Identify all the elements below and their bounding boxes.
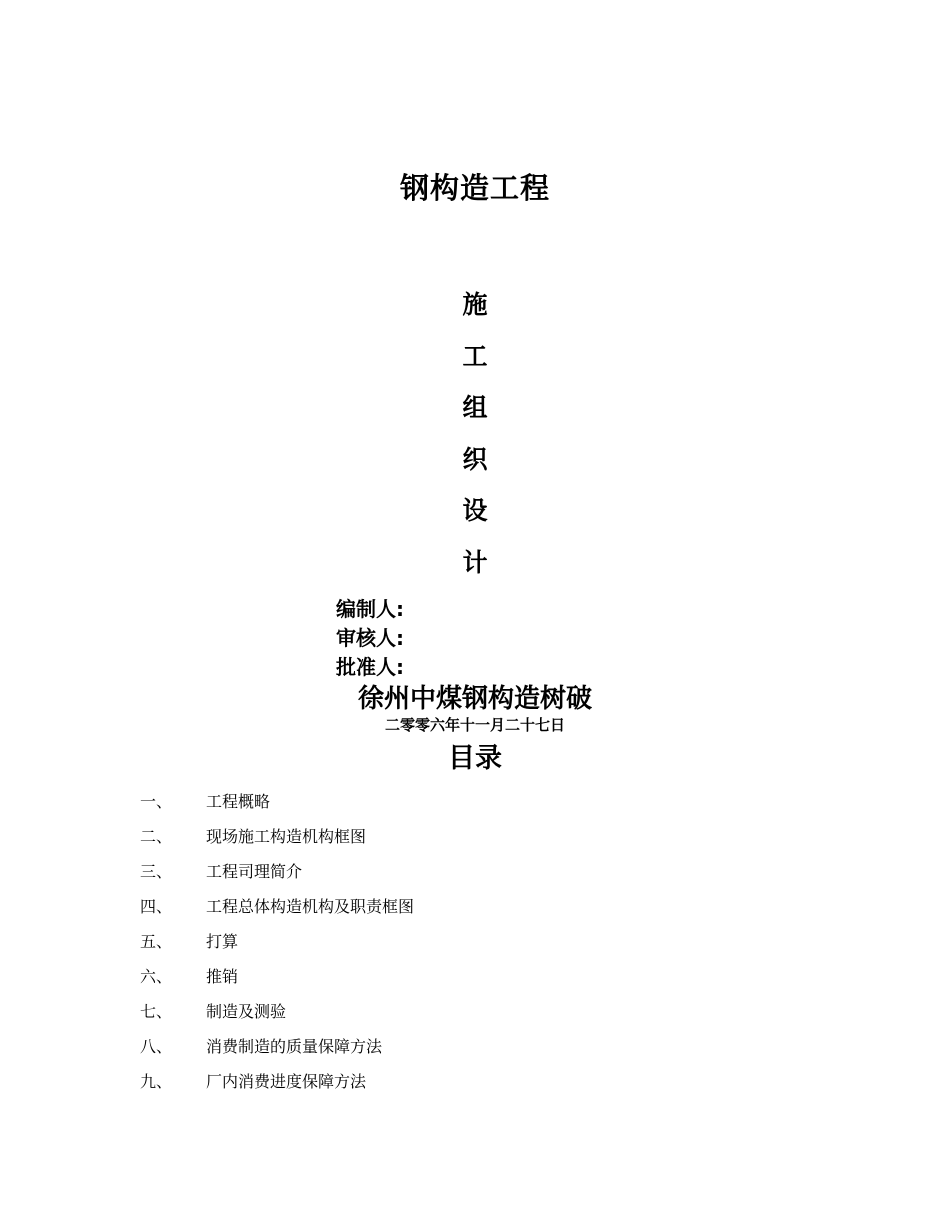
table-of-contents (140, 788, 414, 1103)
document-title: 钢构造工程 (399, 171, 550, 205)
toc-item-text: 制造及测验 (206, 1002, 287, 1021)
toc-item-number: 五、 (140, 932, 173, 951)
vertical-title-char: 组 (462, 393, 488, 422)
vertical-title-char: 施 (462, 290, 488, 319)
toc-item-text: 厂内消费进度保障方法 (206, 1072, 367, 1091)
toc-item (140, 963, 414, 998)
document-date: 二零零六年十一月二十七日 (384, 716, 565, 734)
toc-item-number: 八、 (140, 1037, 173, 1056)
signer-block (336, 595, 404, 682)
toc-item-text: 工程总体构造机构及职责框图 (206, 897, 415, 916)
toc-item-text: 工程司理简介 (206, 862, 303, 881)
toc-item-number: 七、 (140, 1002, 173, 1021)
toc-item (140, 788, 414, 823)
toc-item-text: 打算 (206, 932, 239, 951)
reviewer-label: 审核人: (336, 626, 404, 650)
toc-item-text: 推销 (206, 967, 239, 986)
vertical-title (0, 285, 950, 594)
toc-item-number: 六、 (140, 967, 173, 986)
toc-item (140, 823, 414, 858)
toc-item-number: 四、 (140, 897, 173, 916)
toc-item (140, 1068, 414, 1103)
vertical-title-char: 设 (462, 496, 488, 525)
toc-item-number: 二、 (140, 827, 173, 846)
toc-item (140, 928, 414, 963)
toc-item (140, 1033, 414, 1068)
toc-item (140, 998, 414, 1033)
vertical-title-char: 织 (462, 444, 488, 474)
toc-item-text: 现场施工构造机构框图 (206, 827, 367, 846)
toc-item-number: 一、 (140, 792, 173, 811)
approver-label: 批准人: (336, 655, 404, 679)
vertical-title-char: 计 (462, 547, 488, 577)
company-name: 徐州中煤钢构造树破 (357, 684, 592, 714)
toc-item (140, 858, 414, 893)
vertical-title-char: 工 (462, 341, 488, 371)
toc-item-text: 消费制造的质量保障方法 (206, 1037, 383, 1056)
compiler-label: 编制人: (336, 597, 404, 621)
toc-item (140, 893, 414, 928)
toc-item-text: 工程概略 (206, 792, 271, 811)
toc-heading: 目录 (448, 743, 502, 774)
toc-item-number: 九、 (140, 1072, 173, 1091)
toc-item-number: 三、 (140, 862, 173, 881)
